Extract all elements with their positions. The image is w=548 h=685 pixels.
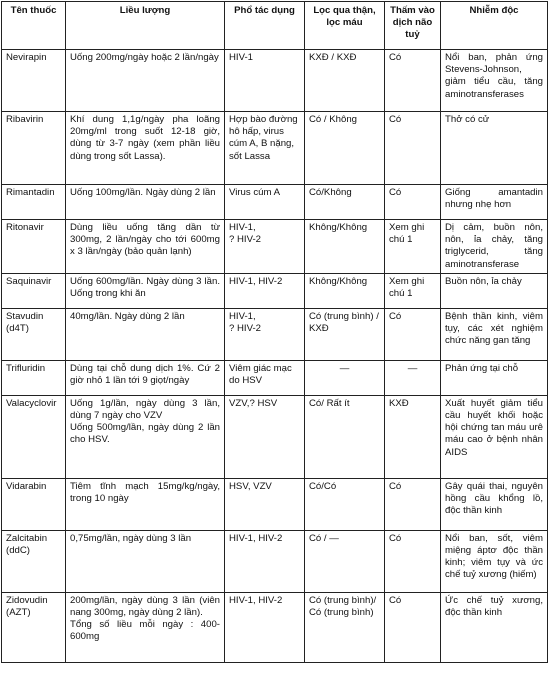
cell-spectrum: HSV, VZV	[225, 478, 305, 530]
table-row	[2, 50, 548, 112]
cell-toxicity: Ức chế tuỷ xương, độc thần kinh	[441, 592, 548, 662]
cell-drug-name: Ritonavir	[2, 220, 66, 274]
cell-csf-penetration: Có	[385, 592, 441, 662]
cell-spectrum: HIV-1, HIV-2	[225, 530, 305, 592]
table-body	[2, 50, 548, 663]
cell-dosage: Dùng liều uống tăng dần từ 300mg, 2 lần/ngày cho tới 600mg x 3 lần/ngày (bảo quản lạnh)	[66, 220, 225, 274]
cell-spectrum: HIV-1, HIV-2	[225, 592, 305, 662]
table-row	[2, 308, 548, 360]
cell-csf-penetration: Xem ghi chú 1	[385, 220, 441, 274]
cell-dosage-line: Uống 500mg/lần, ngày dùng 2 lần cho HSV.	[70, 422, 220, 446]
cell-renal-dialysis: Có/ Rất ít	[305, 395, 385, 478]
cell-csf-penetration: Có	[385, 50, 441, 112]
header-dose: Liều lượng	[66, 2, 225, 50]
cell-drug-name-line: (ddC)	[6, 545, 30, 557]
cell-drug-name: Rimantadin	[2, 185, 66, 220]
cell-spectrum-line: ? HIV-2	[229, 323, 261, 335]
table-row	[2, 530, 548, 592]
cell-toxicity: Xuất huyết giảm tiểu cầu huyết khối hoặc hội chứng tan máu urê máu cao ở bệnh nhân AIDS	[441, 395, 548, 478]
cell-spectrum	[225, 220, 305, 274]
cell-drug-name-line: Zalcitabin	[6, 532, 48, 544]
cell-drug-name: Saquinavir	[2, 273, 66, 308]
cell-csf-penetration: Có	[385, 185, 441, 220]
cell-drug-name-line: Stavudin	[6, 310, 44, 322]
cell-spectrum	[225, 308, 305, 360]
cell-drug-name-line: (AZT)	[6, 607, 31, 619]
cell-renal-dialysis: Có / —	[305, 530, 385, 592]
cell-dosage-line: 200mg/lần, ngày dùng 3 lần (viên nang 300mg, ngày dùng 2 lần).	[70, 594, 220, 619]
table-row	[2, 273, 548, 308]
header-drug: Tên thuốc	[2, 2, 66, 50]
cell-drug-name	[2, 308, 66, 360]
cell-renal-dialysis: Không/Không	[305, 273, 385, 308]
cell-dosage: Khí dung 1,1g/ngày pha loãng 20mg/ml trong suốt 12-18 giờ, dùng từ 3-7 ngày (xem phần liều dùng trong sốt Lassa).	[66, 112, 225, 185]
cell-dosage-line: Tổng số liều mỗi ngày : 400-600mg	[70, 619, 220, 643]
cell-spectrum: HIV-1	[225, 50, 305, 112]
header-toxicity: Nhiễm độc	[441, 2, 548, 50]
cell-dosage-line: Uống 1g/lần, ngày dùng 3 lần, dùng 7 ngày cho VZV	[70, 397, 220, 422]
cell-drug-name-line: Zidovudin	[6, 594, 48, 606]
cell-csf-penetration: Có	[385, 112, 441, 185]
cell-dosage: Uống 600mg/lần. Ngày dùng 3 lần. Uống trong khi ăn	[66, 273, 225, 308]
cell-csf-penetration: Xem ghi chú 1	[385, 273, 441, 308]
cell-csf-penetration: Có	[385, 530, 441, 592]
cell-spectrum-line: ? HIV-2	[229, 234, 261, 246]
cell-spectrum: Viêm giác mạc do HSV	[225, 360, 305, 395]
cell-renal-dialysis: KXĐ / KXĐ	[305, 50, 385, 112]
cell-drug-name: Valacyclovir	[2, 395, 66, 478]
cell-dosage: Dùng tại chỗ dung dịch 1%. Cứ 2 giờ nhỏ 1 lần tới 9 giọt/ngày	[66, 360, 225, 395]
cell-dosage	[66, 395, 225, 478]
header-spectrum: Phổ tác dụng	[225, 2, 305, 50]
cell-spectrum: Virus cúm A	[225, 185, 305, 220]
table-row	[2, 220, 548, 274]
cell-dosage	[66, 592, 225, 662]
table-row	[2, 112, 548, 185]
cell-toxicity: Nổi ban, phản ứng Stevens-Johnson, giảm tiểu cầu, tăng aminotransferases	[441, 50, 548, 112]
cell-toxicity: Giống amantadin nhưng nhẹ hơn	[441, 185, 548, 220]
cell-drug-name	[2, 530, 66, 592]
cell-toxicity: Buồn nôn, ỉa chảy	[441, 273, 548, 308]
cell-renal-dialysis: Không/Không	[305, 220, 385, 274]
cell-drug-name-line: (d4T)	[6, 323, 29, 335]
cell-toxicity: Nổi ban, sốt, viêm miệng áptơ độc thần kinh; viêm tụy và ức chế tuỷ xương (hiếm)	[441, 530, 548, 592]
cell-dosage: 40mg/lần. Ngày dùng 2 lần	[66, 308, 225, 360]
cell-toxicity: Phản ứng tại chỗ	[441, 360, 548, 395]
header-csf: Thấm vào dịch não tuỷ	[385, 2, 441, 50]
cell-spectrum: VZV,? HSV	[225, 395, 305, 478]
cell-drug-name: Trifluridin	[2, 360, 66, 395]
cell-spectrum-line: HIV-1,	[229, 222, 256, 233]
cell-csf-penetration: KXĐ	[385, 395, 441, 478]
cell-csf-penetration: Có	[385, 308, 441, 360]
cell-spectrum: HIV-1, HIV-2	[225, 273, 305, 308]
cell-renal-dialysis: Có/Có	[305, 478, 385, 530]
cell-toxicity: Thở có cử	[441, 112, 548, 185]
cell-toxicity: Bệnh thần kinh, viêm tụy, các xét nghiệm chức năng gan tăng	[441, 308, 548, 360]
cell-dosage: Uống 200mg/ngày hoặc 2 lần/ngày	[66, 50, 225, 112]
cell-toxicity: Dị cảm, buồn nôn, nôn, ỉa chảy, tăng triglycerid, tăng aminotransferase	[441, 220, 548, 274]
cell-renal-dialysis: —	[305, 360, 385, 395]
header-renal: Lọc qua thận, lọc máu	[305, 2, 385, 50]
cell-spectrum-line: HIV-1,	[229, 310, 256, 322]
cell-csf-penetration: Có	[385, 478, 441, 530]
cell-toxicity: Gây quái thai, nguyên hồng cầu khổng lồ, độc thần kinh	[441, 478, 548, 530]
cell-drug-name	[2, 592, 66, 662]
header-row	[2, 2, 548, 50]
cell-renal-dialysis: Có / Không	[305, 112, 385, 185]
cell-renal-dialysis: Có (trung bình)/ Có (trung bình)	[305, 592, 385, 662]
cell-drug-name: Ribavirin	[2, 112, 66, 185]
table-row	[2, 592, 548, 662]
cell-spectrum: Hợp bào đường hô hấp, virus cúm A, B nặng, sốt Lassa	[225, 112, 305, 185]
table-row	[2, 360, 548, 395]
cell-renal-dialysis: Có (trung bình) / KXĐ	[305, 308, 385, 360]
cell-drug-name: Vidarabin	[2, 478, 66, 530]
antiviral-drug-table	[1, 1, 548, 663]
table-row	[2, 478, 548, 530]
cell-csf-penetration: —	[385, 360, 441, 395]
cell-renal-dialysis: Có/Không	[305, 185, 385, 220]
cell-dosage: 0,75mg/lần, ngày dùng 3 lần	[66, 530, 225, 592]
table-row	[2, 395, 548, 478]
cell-dosage: Tiêm tĩnh mạch 15mg/kg/ngày, trong 10 ngày	[66, 478, 225, 530]
table-row	[2, 185, 548, 220]
cell-drug-name: Nevirapin	[2, 50, 66, 112]
cell-dosage: Uống 100mg/lần. Ngày dùng 2 lần	[66, 185, 225, 220]
